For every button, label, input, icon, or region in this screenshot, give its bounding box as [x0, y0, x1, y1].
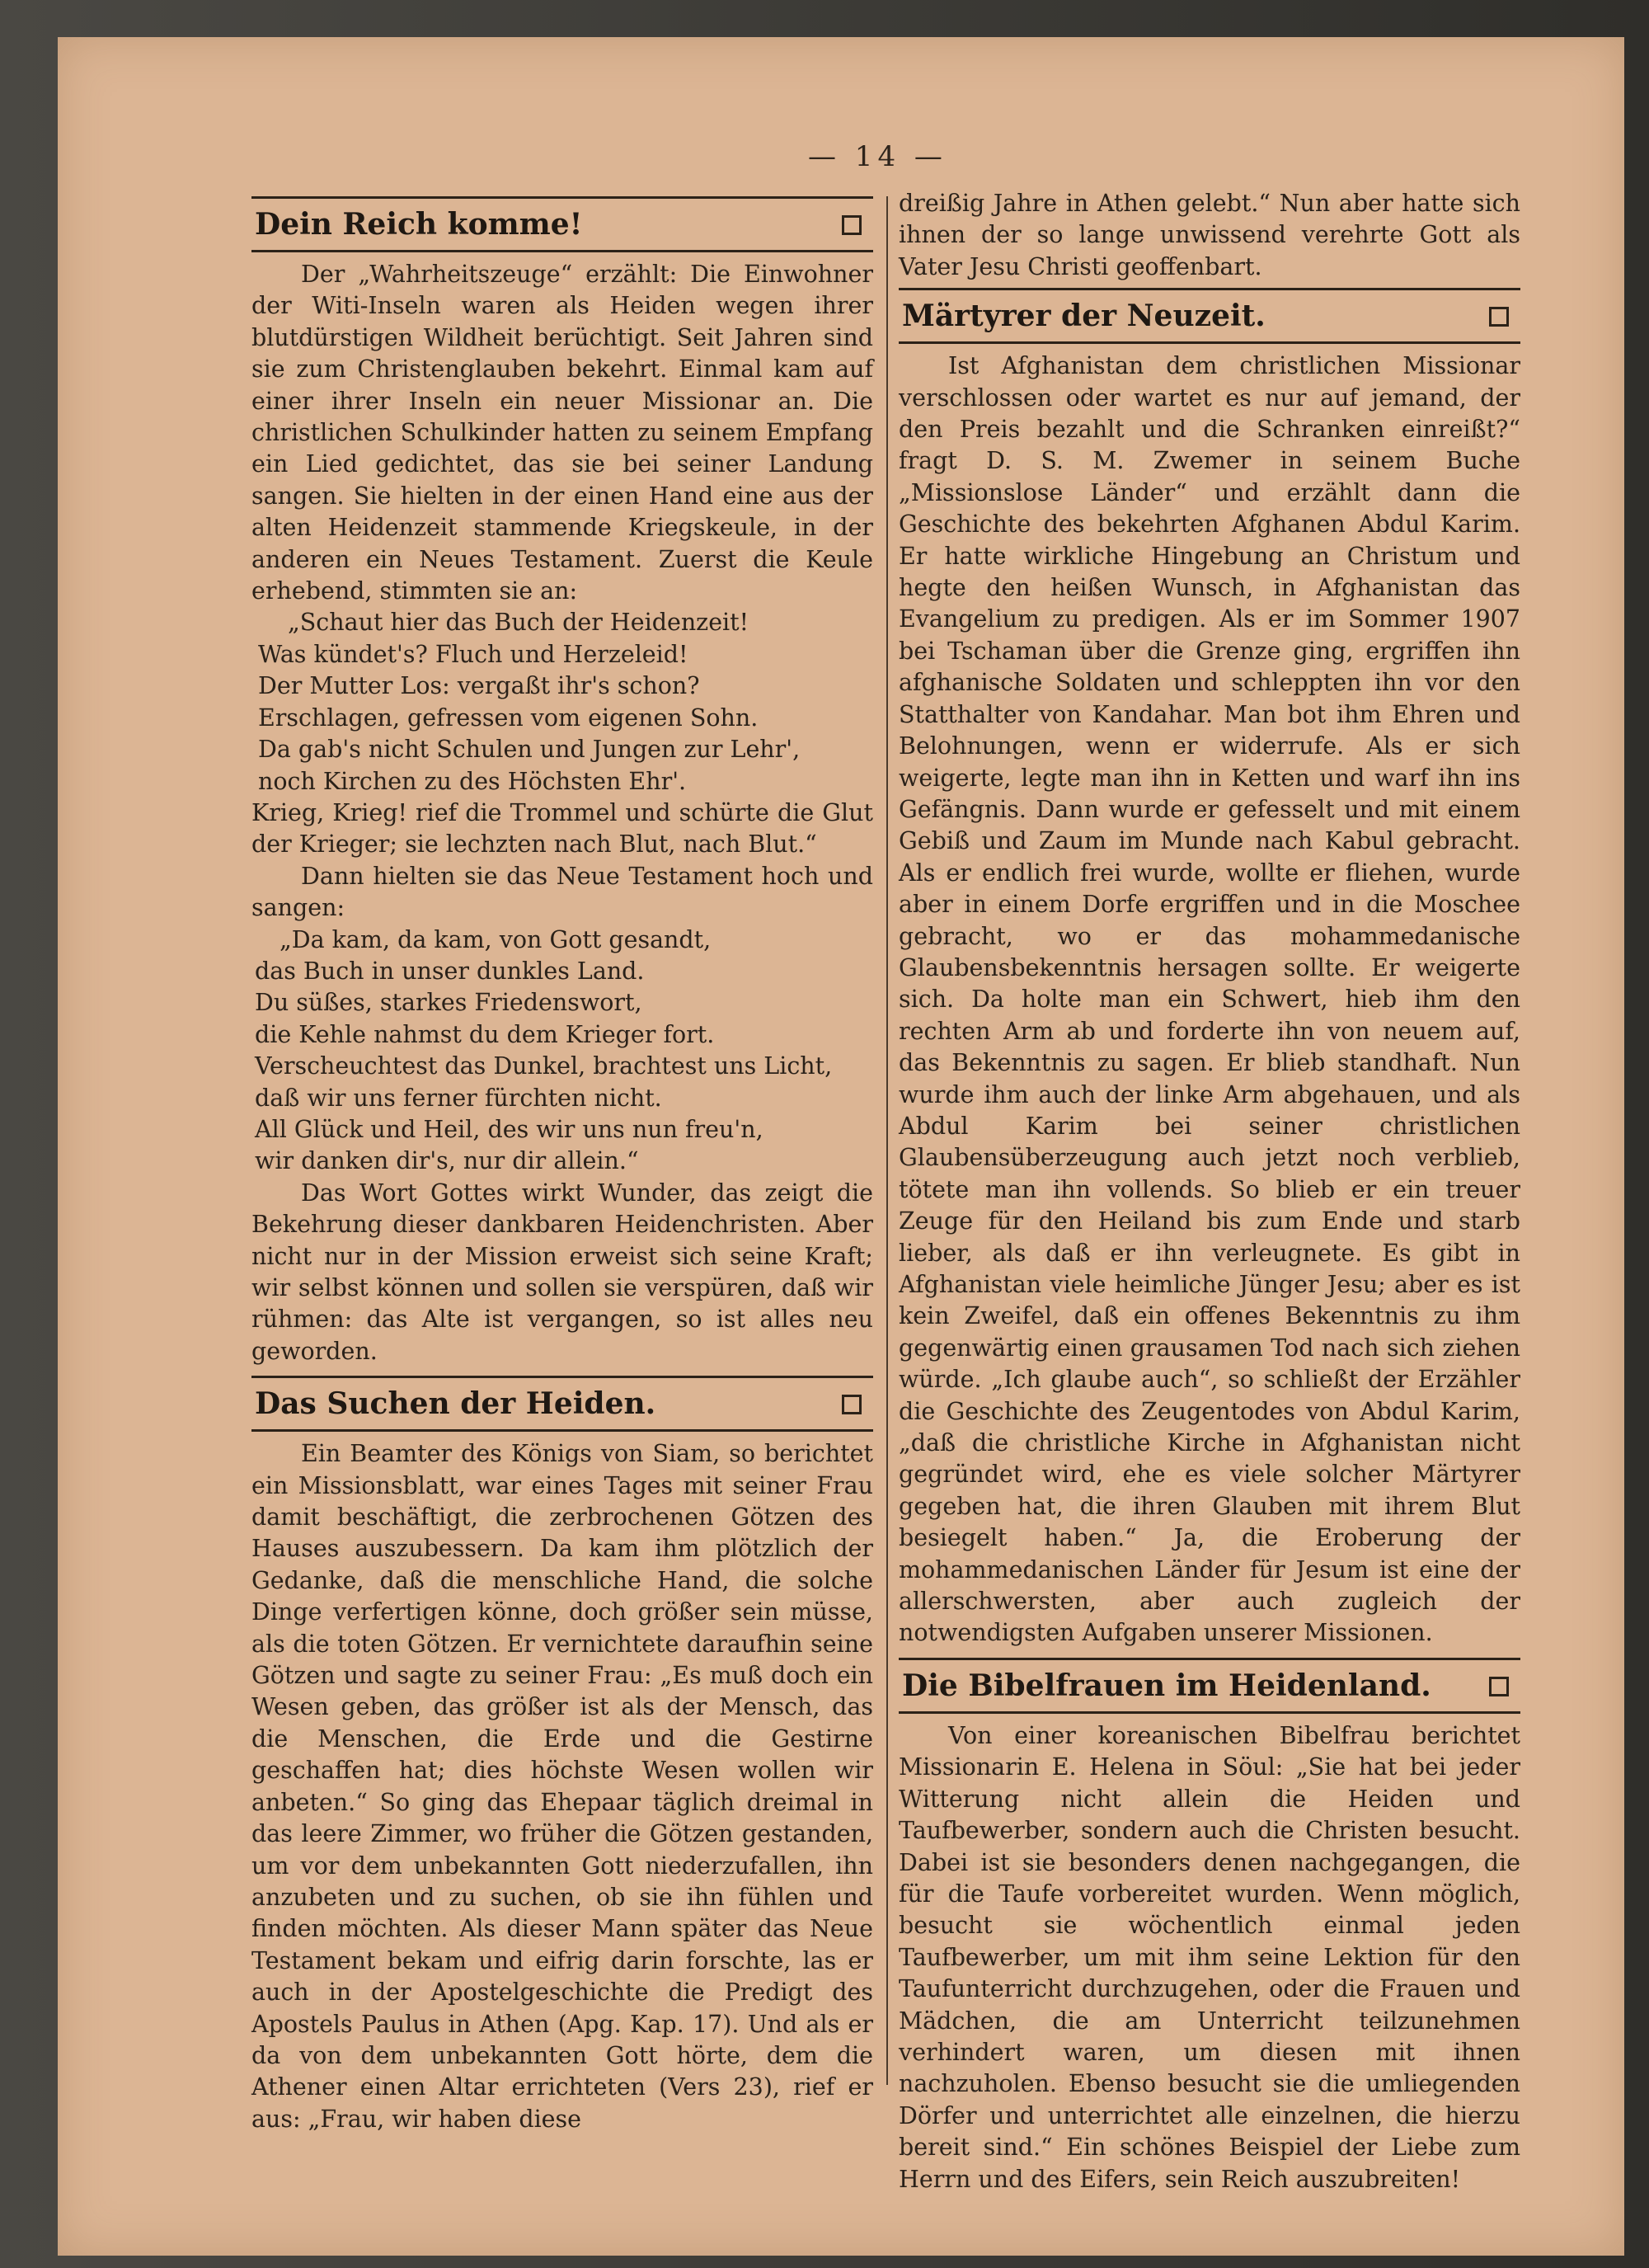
paragraph: Der „Wahrheitszeuge“ erzählt: Die Einwohner der Witi-Inseln waren als Heiden wegen ihrer blutdürstigen Wildheit berüchtigt. Seit Jahren sind sie zum Christenglauben bekehrt. Einmal kam auf einer ihrer Inseln ein neuer Missionar an. Die christlichen Schulkinder hatten zu seinem Empfang ein Lied gedichtet, das sie bei seiner Landung sangen. Sie hielten in der einen Hand eine aus der alten Heidenzeit stammende Kriegskeule, in der anderen ein Neues Testament. Zuerst die Keule erhebend, stimmten sie an: — [251, 261, 873, 605]
verse-line: Du süßes, starkes Friedenswort, — [255, 989, 642, 1017]
verse-line: wir danken dir's, nur dir allein.“ — [255, 1147, 639, 1175]
paragraph: Von einer koreanischen Bibelfrau berichtet Missionarin E. Helena in Söul: „Sie hat bei jeder Witterung nicht allein die Heiden und Taufbewerber, sondern auch die Christen besucht. Dabei ist sie besonders denen nachgegangen, die für die Taufe vorbereitet wurden. Wenn möglich, besucht sie wöchentlich einmal jeden Taufbewerber, um mit ihm seine Lektion für den Taufunterricht durchzugehen, oder die Frauen und Mädchen, die am Unterricht teilzunehmen verhindert waren, um diesen mit ihnen nachzuholen. Ebenso besucht sie die umliegenden Dörfer und unterrichtet alle einzelnen, die hierzu bereit sind.“ Ein schönes Beispiel der Liebe zum Herrn und des Eifers, sein Reich auszubreiten! — [899, 1721, 1520, 2193]
heading-square-ornament-icon — [842, 215, 862, 235]
verse-line: Da gab's nicht Schulen und Jungen zur Lehr', — [258, 736, 801, 764]
heading-square-ornament-icon — [842, 1395, 862, 1414]
article-maertyrer-der-neuzeit — [899, 288, 1520, 1649]
verse-line: die Kehle nahmst du dem Krieger fort. — [255, 1020, 715, 1048]
article-heading — [251, 196, 873, 252]
article-das-suchen-der-heiden — [251, 1376, 873, 2135]
paragraph-continuation: dreißig Jahre in Athen gelebt.“ Nun aber hatte sich ihnen der so lange unwissend verehrte Gott als Vater Jesu Christi geoffenbart. — [899, 190, 1520, 280]
article-die-bibelfrauen-im-heidenland — [899, 1658, 1520, 2195]
heading-square-ornament-icon — [1489, 1677, 1509, 1696]
article-title: Die Bibelfrauen im Heidenland. — [902, 1668, 1431, 1703]
article-title: Dein Reich komme! — [255, 207, 583, 242]
verse-line: Der Mutter Los: vergaßt ihr's schon? — [258, 672, 700, 700]
verse-line: All Glück und Heil, des wir uns nun freu'n, — [255, 1115, 763, 1143]
heading-square-ornament-icon — [1489, 307, 1509, 327]
article-heading — [899, 1658, 1520, 1714]
poem-verse — [251, 607, 873, 797]
page-number: — 14 — — [808, 140, 947, 173]
right-column — [899, 188, 1520, 2204]
poem-verse — [251, 925, 873, 1178]
paragraph: Krieg, Krieg! rief die Trommel und schürte die Glut der Krieger; sie lechzten nach Blut, nach Blut.“ — [251, 798, 873, 859]
left-column — [251, 196, 873, 2143]
article-heading — [899, 288, 1520, 344]
article-heading — [251, 1376, 873, 1432]
paragraph: Das Wort Gottes wirkt Wunder, das zeigt die Bekehrung dieser dankbaren Heidenchristen. Aber nicht nur in der Mission erweist sich seine Kraft; wir selbst können und sollen sie verspüren, daß wir rühmen: das Alte ist vergangen, so ist alles neu geworden. — [251, 1179, 873, 1365]
verse-line: noch Kirchen zu des Höchsten Ehr'. — [258, 767, 687, 795]
column-divider — [886, 196, 888, 2085]
verse-line: „Schaut hier das Buch der Heidenzeit! — [288, 609, 749, 637]
verse-line: Erschlagen, gefressen vom eigenen Sohn. — [258, 703, 759, 732]
article-title: Märtyrer der Neuzeit. — [902, 299, 1266, 334]
paragraph: Ist Afghanistan dem christlichen Missionar verschlossen oder wartet es nur auf jemand, der den Preis bezahlt und die Schranken einreißt?“ fragt D. S. M. Zwemer in seinem Buche „Missionslose Länder“ und erzählt dann die Geschichte des bekehrten Afghanen Abdul Karim. Er hatte wirkliche Hingebung an Christum und hegte den heißen Wunsch, in Afghanistan das Evangelium zu predigen. Als er im Sommer 1907 bei Tschaman über die Grenze ging, ergriffen ihn afghanische Soldaten und schleppten ihn vor den Statthalter von Kandahar. Man bot ihm Ehren und Belohnungen, wenn er widerrufe. Als er sich weigerte, legte man ihn in Ketten und warf ihn ins Gefängnis. Dann wurde er gefesselt und mit einem Gebiß und Zaum im Munde nach Kabul gebracht. Als er endlich frei wurde, wollte er fliehen, wurde aber in einem Dorfe ergriffen und in die Moschee gebracht, wo er das mohammedanische Glaubensbekenntnis hersagen sollte. Er weigerte sich. Da holte man ein Schwert, hieb ihm den rechten Arm ab und forderte ihn von neuem auf, das Bekenntnis zu sagen. Er blieb standhaft. Nun wurde ihm auch der linke Arm abgehauen, und als Abdul Karim bei seiner christlichen Glaubensüberzeugung auch jetzt noch verblieb, tötete man ihn vollends. So blieb er ein treuer Zeuge für den Heiland bis zum Ende und starb lieber, als daß er ihn verleugnete. Es gibt in Afghanistan viele heimliche Jünger Jesu; aber es ist kein Zweifel, daß ein offenes Bekenntnis zu ihm gegenwärtig einen grausamen Tod nach sich ziehen würde. „Ich glaube auch“, so schließt der Erzähler die Geschichte des Zeugentodes von Abdul Karim, „daß die christliche Kirche in Afghanistan nicht gegründet wird, ehe es viele solcher Märtyrer gegeben hat, die ihren Glauben mit ihrem Blut besiegelt haben.“ Ja, die Eroberung der mohammedanischen Länder für Jesum ist eine der allerschwersten, aber auch zugleich der notwendigsten Aufgaben unserer Missionen. — [899, 352, 1520, 1647]
verse-line: Verscheuchtest das Dunkel, brachtest uns Licht, — [255, 1052, 833, 1080]
verse-line: Was kündet's? Fluch und Herzeleid! — [258, 640, 688, 668]
verse-line: „Da kam, da kam, von Gott gesandt, — [280, 925, 712, 953]
article-dein-reich-komme — [251, 196, 873, 1367]
paragraph: Dann hielten sie das Neue Testament hoch und sangen: — [251, 862, 873, 922]
verse-line: daß wir uns ferner fürchten nicht. — [255, 1084, 662, 1112]
verse-line: das Buch in unser dunkles Land. — [255, 957, 645, 985]
paragraph: Ein Beamter des Königs von Siam, so berichtet ein Missionsblatt, war eines Tages mit seiner Frau damit beschäftigt, die zerbrochenen Götzen des Hauses auszubessern. Da kam ihm plötzlich der Gedanke, daß die menschliche Hand, die solche Dinge verfertigen könne, doch größer sein müsse, als die toten Götzen. Er vernichtete daraufhin seine Götzen und sagte zu seiner Frau: „Es muß doch ein Wesen geben, das größer ist als der Mensch, das die Menschen, die Erde und die Gestirne geschaffen hat; dies höchste Wesen wollen wir anbeten.“ So ging das Ehepaar täglich dreimal in das leere Zimmer, wo früher die Götzen gestanden, um vor dem unbekannten Gott niederzufallen, ihn anzubeten und zu suchen, ob sie ihn fühlen und finden möchten. Als dieser Mann später das Neue Testament bekam und eifrig darin forschte, las er auch in der Apostelgeschichte die Predigt des Apostels Paulus in Athen (Apg. Kap. 17). Und als er da von dem unbekannten Gott hörte, dem die Athener einen Altar errichteten (Vers 23), rief er aus: „Frau, wir haben diese — [251, 1440, 873, 2133]
article-title: Das Suchen der Heiden. — [255, 1386, 656, 1422]
